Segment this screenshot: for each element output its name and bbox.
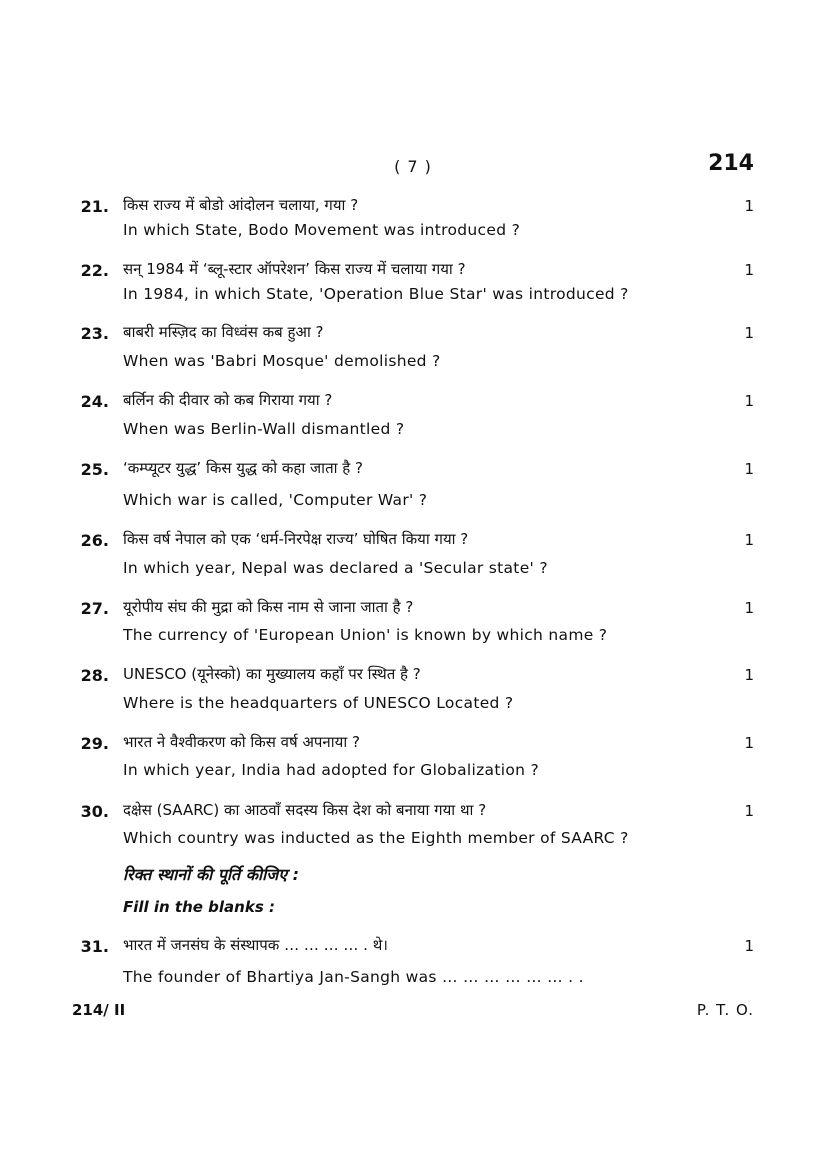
question-marks: 1 [744, 261, 754, 279]
question-text-english: Which country was inducted as the Eighth member of SAARC ? [123, 829, 629, 847]
footer-pto: P. T. O. [696, 1001, 754, 1019]
question-marks: 1 [744, 734, 754, 752]
question-number: 21. [80, 197, 109, 216]
section-heading-hindi: रिक्त स्थानों की पूर्ति कीजिए : [123, 865, 300, 884]
question-text-english: The founder of Bhartiya Jan-Sangh was … … … … … … . . [123, 968, 584, 986]
question-text-hindi: UNESCO (यूनेस्को) का मुख्यालय कहाँ पर स्थित है ? [123, 665, 421, 683]
question-text-hindi: सन् 1984 में ‘ब्लू-स्टार ऑपरेशन’ किस राज्य में चलाया गया ? [123, 260, 466, 278]
question-text-english: In which State, Bodo Movement was introduced ? [123, 221, 521, 239]
question-text-english: In which year, India had adopted for Globalization ? [123, 761, 539, 779]
question-text-hindi: यूरोपीय संघ की मुद्रा को किस नाम से जाना जाता है ? [123, 598, 414, 616]
question-text-hindi: भारत में जनसंघ के संस्थापक … … … … . थे। [123, 936, 388, 954]
question-marks: 1 [744, 197, 754, 215]
question-marks: 1 [744, 460, 754, 478]
question-number: 26. [80, 531, 109, 550]
question-number: 23. [80, 324, 109, 343]
question-marks: 1 [744, 324, 754, 342]
question-text-hindi: बर्लिन की दीवार को कब गिराया गया ? [123, 391, 333, 409]
question-number: 22. [80, 261, 109, 280]
question-marks: 1 [744, 599, 754, 617]
question-number: 24. [80, 392, 109, 411]
question-number: 28. [80, 666, 109, 685]
section-heading-english: Fill in the blanks : [123, 898, 275, 916]
question-text-hindi: ‘कम्प्यूटर युद्ध’ किस युद्ध को कहा जाता है ? [123, 459, 363, 477]
question-text-english: The currency of 'European Union' is known by which name ? [123, 626, 608, 644]
question-text-english: Which war is called, 'Computer War' ? [123, 491, 428, 509]
question-text-hindi: किस राज्य में बोडो आंदोलन चलाया, गया ? [123, 196, 359, 214]
question-text-hindi: दक्षेस (SAARC) का आठवाँ सदस्य किस देश को बनाया गया था ? [123, 801, 487, 819]
question-number: 31. [80, 937, 109, 956]
footer-paper-code: 214/ II [72, 1001, 126, 1019]
question-marks: 1 [744, 666, 754, 684]
question-text-english: When was 'Babri Mosque' demolished ? [123, 352, 441, 370]
question-text-hindi: बाबरी मस्ज़िद का विध्वंस कब हुआ ? [123, 323, 324, 341]
question-marks: 1 [744, 531, 754, 549]
question-marks: 1 [744, 937, 754, 955]
question-marks: 1 [744, 802, 754, 820]
question-marks: 1 [744, 392, 754, 410]
page-number: ( 7 ) [394, 157, 432, 176]
question-text-english: In 1984, in which State, 'Operation Blue Star' was introduced ? [123, 285, 629, 303]
question-number: 29. [80, 734, 109, 753]
question-text-hindi: भारत ने वैश्वीकरण को किस वर्ष अपनाया ? [123, 733, 360, 751]
question-text-english: When was Berlin-Wall dismantled ? [123, 420, 405, 438]
paper-code: 214 [708, 151, 754, 176]
question-text-english: Where is the headquarters of UNESCO Located ? [123, 694, 514, 712]
question-text-english: In which year, Nepal was declared a 'Secular state' ? [123, 559, 548, 577]
question-number: 30. [80, 802, 109, 821]
question-text-hindi: किस वर्ष नेपाल को एक ‘धर्म-निरपेक्ष राज्य’ घोषित किया गया ? [123, 530, 469, 548]
question-number: 25. [80, 460, 109, 479]
question-number: 27. [80, 599, 109, 618]
